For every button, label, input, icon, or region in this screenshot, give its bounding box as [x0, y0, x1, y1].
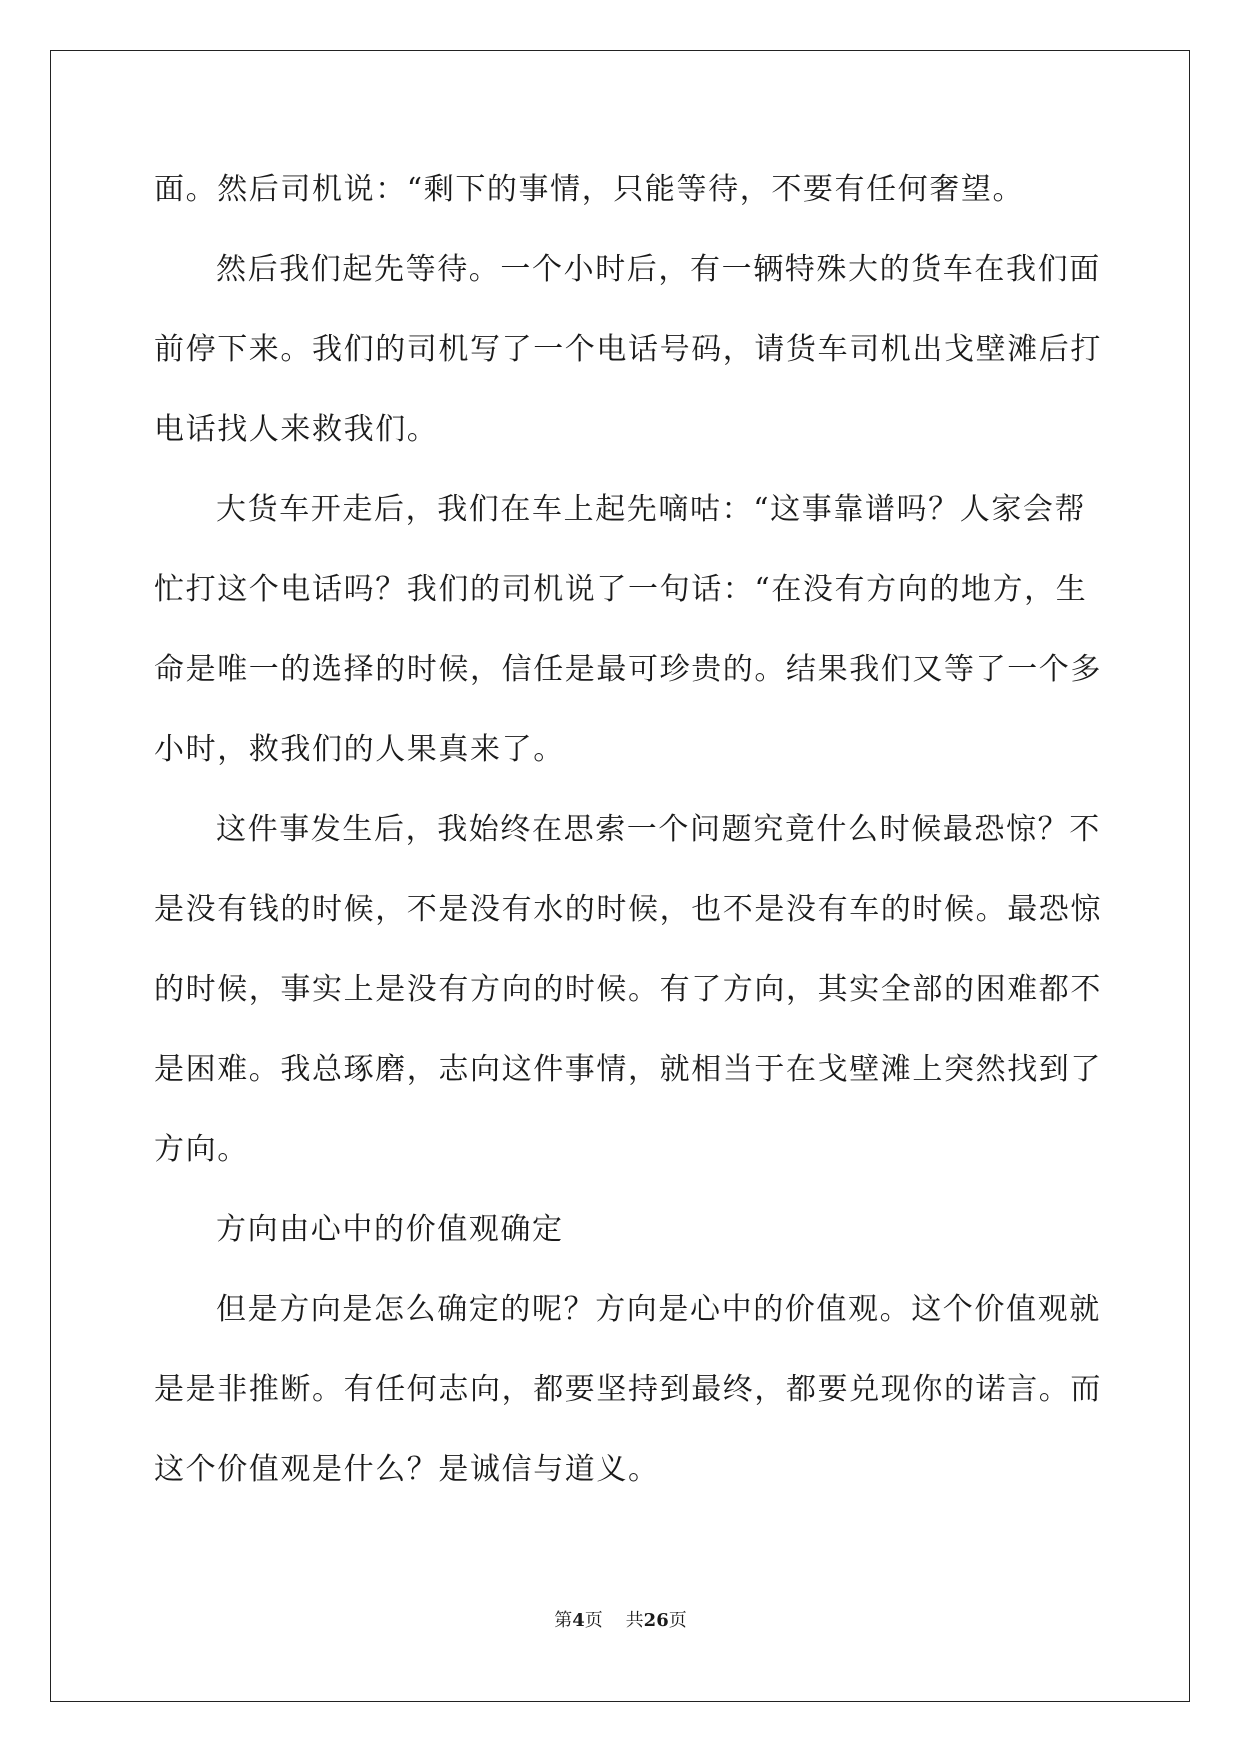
total-page-number: 26 [643, 1610, 669, 1631]
footer-page-unit: 页 [584, 1610, 603, 1631]
text-line: 的时候，事实上是没有方向的时候。有了方向，其实全部的困难都不 [154, 972, 1102, 1007]
footer-total-unit: 页 [668, 1610, 687, 1631]
text-line: 方向。 [154, 1132, 249, 1167]
footer-total-prefix: 共 [625, 1610, 644, 1631]
text-line: 是没有钱的时候，不是没有水的时候，也不是没有车的时候。最恐惊 [154, 892, 1102, 927]
document-body [154, 150, 1102, 1510]
text-line: 面。然后司机说：“剩下的事情，只能等待，不要有任何奢望。 [154, 172, 1025, 207]
text-line: 小时，救我们的人果真来了。 [154, 732, 565, 767]
text-line: 然后我们起先等待。一个小时后，有一辆特殊大的货车在我们面 [216, 252, 1101, 287]
text-line: 这个价值观是什么？是诚信与道义。 [154, 1452, 660, 1487]
text-line: 前停下来。我们的司机写了一个电话号码，请货车司机出戈壁滩后打 [154, 332, 1102, 367]
text-line: 方向由心中的价值观确定 [216, 1212, 564, 1247]
text-line: 但是方向是怎么确定的呢？方向是心中的价值观。这个价值观就 [216, 1292, 1101, 1327]
page-footer [0, 1606, 1241, 1632]
text-line: 忙打这个电话吗？我们的司机说了一句话：“在没有方向的地方，生 [154, 572, 1088, 607]
footer-prefix: 第 [554, 1610, 573, 1631]
text-line: 命是唯一的选择的时候，信任是最可珍贵的。结果我们又等了一个多 [154, 652, 1102, 687]
text-line: 是困难。我总琢磨，志向这件事情，就相当于在戈壁滩上突然找到了 [154, 1052, 1102, 1087]
text-line: 这件事发生后，我始终在思索一个问题究竟什么时候最恐惊？不 [216, 812, 1101, 847]
text-line: 电话找人来救我们。 [154, 412, 439, 447]
text-line: 大货车开走后，我们在车上起先嘀咕：“这事靠谱吗？人家会帮 [216, 492, 1087, 527]
current-page-number: 4 [572, 1610, 585, 1631]
text-line: 是是非推断。有任何志向，都要坚持到最终，都要兑现你的诺言。而 [154, 1372, 1102, 1407]
